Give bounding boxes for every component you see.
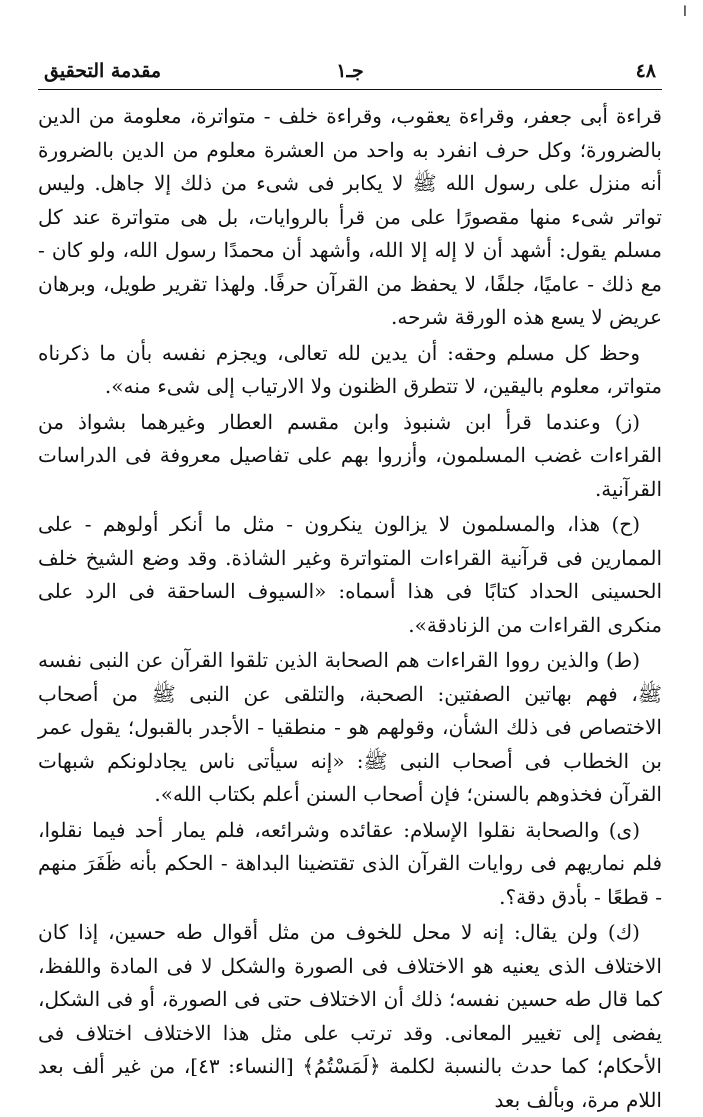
page-number: ٤٨ xyxy=(635,60,656,82)
body-text xyxy=(38,100,662,1112)
volume-label: جـ١ xyxy=(336,60,364,82)
paragraph-7: (ك) ولن يقال: إنه لا محل للخوف من مثل أقوال طه حسين، إذا كان الاختلاف الذى يعنيه هو الاختلاف فى الصورة والشكل لا فى المادة واللفظ، كما قال طه حسين نفسه؛ ذلك أن الاختلاف حتى فى الصورة، أو فى الشكل، يفضى إلى تغيير المعانى. وقد ترتب على مثل هذا الاختلاف اختلاف فى الأحكام؛ كما حدث بالنسبة لكلمة ﴿لَمَسْتُمُ﴾ [النساء: ٤٣]، من غير ألف بعد اللام مرة، وبألف بعد xyxy=(38,920,662,1112)
paragraph-4: (ح) هذا، والمسلمون لا يزالون ينكرون - مثل ما أنكر أولوهم - على الممارين فى قرآنية القراءات المتواترة وغير الشاذة. وقد وضع الشيخ خلف الحسينى الحداد كتابًا فى هذا أسماه: «السيوف الساحقة فى الرد على منكرى القراءات من الزنادقة». xyxy=(38,512,662,637)
corner-mark: ا xyxy=(683,4,687,20)
paragraph-5: (ط) والذين رووا القراءات هم الصحابة الذين تلقوا القرآن عن النبى نفسه ﷺ، فهم بهاتين الصفتين: الصحبة، والتلقى عن النبى ﷺ من أصحاب الاختصاص فى ذلك الشأن، وقولهم هو - منطقيا - الأجدر بالقبول؛ يقول عمر بن الخطاب فى أصحاب النبى ﷺ: «إنه سيأتى ناس يجادلونكم شبهات القرآن فخذوهم بالسنن؛ فإن أصحاب السنن أعلم بكتاب الله». xyxy=(38,648,662,806)
paragraph-2: وحظ كل مسلم وحقه: أن يدين لله تعالى، ويجزم نفسه بأن ما ذكرناه متواتر، معلوم باليقين، لا تتطرق الظنون ولا الارتياب إلى شىء منه». xyxy=(38,340,662,398)
running-title: مقدمة التحقيق xyxy=(44,60,161,82)
header-divider xyxy=(38,89,662,90)
page-header xyxy=(38,54,662,90)
paragraph-6: (ى) والصحابة نقلوا الإسلام: عقائده وشرائعه، فلم يمار أحد فيما نقلوا، فلم نماريهم فى روايات القرآن الذى تقتضينا البداهة - الحكم بأنه ظَفَرَ منهم - قطعًا - بأدق دقة؟. xyxy=(38,817,662,909)
paragraph-3: (ز) وعندما قرأ ابن شنبوذ وابن مقسم العطار وغيرهما بشواذ من القراءات غضب المسلمون، وأزروا بهم على تفاصيل معروفة فى الدراسات القرآنية. xyxy=(38,409,662,501)
paragraph-1: قراءة أبى جعفر، وقراءة يعقوب، وقراءة خلف - متواترة، معلومة من الدين بالضرورة؛ وكل حرف انفرد به واحد من العشرة معلوم من الدين بالضرورة أنه منزل على رسول الله ﷺ لا يكابر فى شىء من ذلك إلا جاهل. وليس تواتر شىء منها مقصورًا على من قرأ بالروايات، بل هى متواترة عند كل مسلم يقول: أشهد أن لا إله إلا الله، وأشهد أن محمدًا رسول الله، ولو كان - مع ذلك - عاميًا، جلفًا، لا يحفظ من القرآن حرفًا. ولهذا تقرير طويل، وبرهان عريض لا يسع هذه الورقة شرحه. xyxy=(38,104,662,329)
